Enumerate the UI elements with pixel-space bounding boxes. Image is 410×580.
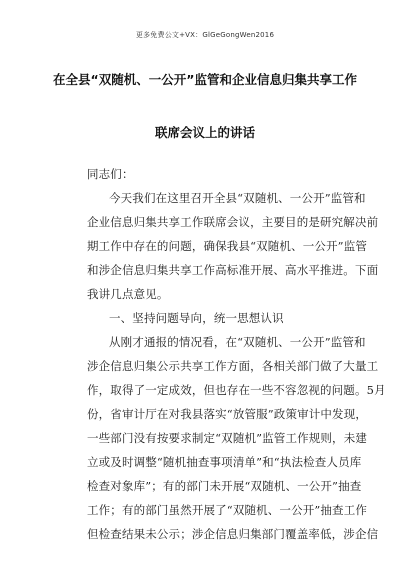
- paragraph-line: 检查对象库”；有的部门未开展“双随机、一公开”抽查: [87, 479, 362, 493]
- paragraph-line: 今天我们在这里召开全县“双随机、一公开”监管和: [109, 191, 366, 205]
- paragraph-line: 份，省审计厅在对我县落实“放管服”政策审计中发现，: [87, 407, 368, 421]
- paragraph-line: 和涉企信息归集共享工作高标准开展、高水平推进。下面: [87, 263, 379, 277]
- paragraph-line: 企业信息归集共享工作联席会议，主要目的是研究解决前: [87, 215, 379, 229]
- paragraph-line: 一些部门没有按要求制定“双随机”监管工作规则，未建: [87, 431, 368, 445]
- section-heading: 一、坚持问题导向，统一思想认识: [109, 311, 284, 325]
- paragraph-line: 我讲几点意见。: [87, 287, 169, 301]
- paragraph-line: 期工作中存在的问题，确保我县“双随机、一公开”监管: [87, 239, 368, 253]
- salutation: 同志们：: [87, 167, 134, 181]
- header-note: 更多免费公文+VX：GlGeGongWen2016: [135, 31, 275, 39]
- paragraph-line: 涉企信息归集公示共享工作方面，各相关部门做了大量工: [87, 359, 379, 373]
- paragraph-line: 立或及时调整“随机抽查事项清单”和“执法检查人员库: [87, 455, 362, 469]
- paragraph-line: 作，取得了一定成效，但也存在一些不容忽视的问题。5月: [87, 383, 386, 397]
- paragraph-line: 从刚才通报的情况看，在“双随机、一公开”监管和: [109, 335, 366, 349]
- paragraph-line: 工作；有的部门虽然开展了“双随机、一公开”抽查工作: [87, 503, 368, 517]
- document-title-line-2: 联席会议上的讲话: [154, 125, 255, 140]
- paragraph-line: 但检查结果未公示；涉企信息归集部门覆盖率低，涉企信: [87, 527, 379, 541]
- document-title-line-1: 在全县“双随机、一公开”监管和企业信息归集共享工作: [53, 72, 357, 87]
